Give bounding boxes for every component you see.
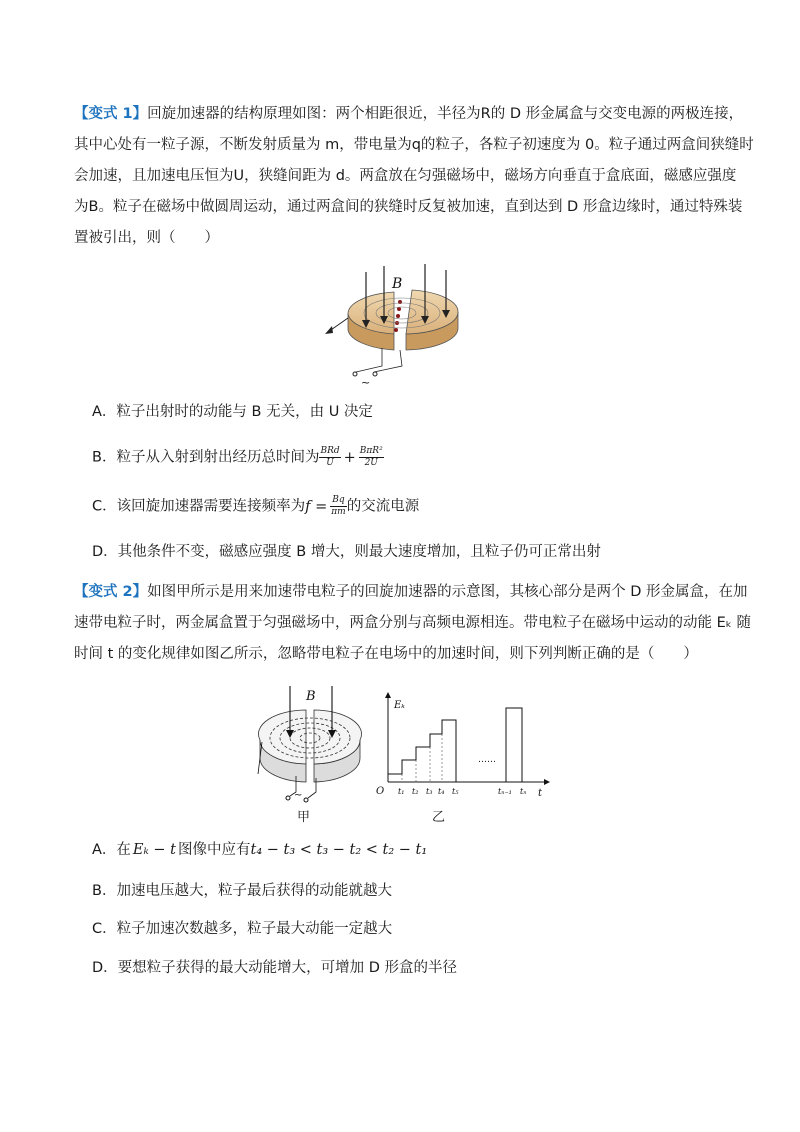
q2-option-a[interactable] xyxy=(92,839,427,861)
q1-option-a[interactable]: A．粒子出射时的动能与 B 无关，由 U 决定 xyxy=(92,404,373,420)
q1-option-b-fraction-2: $\frac{\text{BπR²}}{2U}$ xyxy=(359,446,383,468)
tick-t4: t₄ xyxy=(438,787,445,796)
question-1-stem xyxy=(74,99,754,254)
tick-t1: t₁ xyxy=(398,787,405,796)
figure-caption-jia: 甲 xyxy=(297,810,311,825)
q1-option-c[interactable] xyxy=(92,495,419,518)
graph-xlabel: t xyxy=(538,788,543,799)
graph-ylabel: Eₖ xyxy=(394,700,405,711)
q2-option-a-math-2: t₄ − t₃ < t₃ − t₂ < t₂ − t₁ xyxy=(250,842,428,858)
q1-option-c-text: C．该回旋加速器需要连接频率为 xyxy=(92,498,306,515)
q1-option-d[interactable]: D．其他条件不变，磁感应强度 B 增大，则最大速度增加，且粒子仍可正常出射 xyxy=(92,544,601,560)
q1-option-b-text: B．粒子从入射到射出经历总时间为 xyxy=(92,449,320,466)
tick-t3: t₃ xyxy=(426,787,433,796)
ac-source-label-2: ~ xyxy=(294,790,303,801)
q2-line-2: 速带电粒子时，两金属盒置于匀强磁场中，两盒分别与高频电源相连。带电粒子在磁场中运动的动能 Eₖ 随 xyxy=(74,615,752,631)
question-2-tag: 【变式 2】 xyxy=(74,584,148,600)
q1-option-c-suffix: 的交流电源 xyxy=(346,498,420,515)
q2-option-b[interactable]: B．加速电压越大，粒子最后获得的动能就越大 xyxy=(92,883,392,899)
question-2-stem xyxy=(74,577,752,670)
q1-line-5: 置被引出，则（ ） xyxy=(74,230,219,246)
q1-option-b-fraction-1: $\frac{\text{BRd}}{U}$ xyxy=(320,446,340,468)
ac-source-label: ~ xyxy=(361,376,371,389)
q2-option-c[interactable]: C．粒子加速次数越多，粒子最大动能一定越大 xyxy=(92,921,393,937)
q1-line-4: 为B。粒子在磁场中做圆周运动，通过两盒间的狭缝时反复被加速，直到达到 D 形盒边缘时，通过特殊装 xyxy=(74,199,743,215)
q1-option-b-plus: + xyxy=(343,449,356,466)
q1-option-c-eq: f = xyxy=(305,498,328,515)
graph-dots: …… xyxy=(478,755,496,765)
tick-t5: t₅ xyxy=(452,787,459,796)
field-label-b: B xyxy=(392,276,403,292)
graph-origin: O xyxy=(376,786,385,797)
q1-line-3: 会加速，且加速电压恒为U，狭缝间距为 d。两盒放在匀强磁场中，磁场方向垂直于盒底面，磁感应强度 xyxy=(74,168,737,184)
q2-line-1: 如图甲所示是用来加速带电粒子的回旋加速器的示意图，其核心部分是两个 D 形金属盒，在加 xyxy=(147,584,748,600)
question-1-tag: 【变式 1】 xyxy=(74,106,148,122)
q2-option-a-math-1: Eₖ − t xyxy=(132,842,176,858)
q1-line-1: 回旋加速器的结构原理如图：两个相距很近，半径为R的 D 形金属盒与交变电源的两极连接， xyxy=(147,106,744,122)
q2-option-d[interactable]: D．要想粒子获得的最大动能增大，可增加 D 形盒的半径 xyxy=(92,960,458,976)
figure-caption-yi: 乙 xyxy=(432,810,446,825)
ek-t-graph xyxy=(372,690,552,802)
q2-option-a-mid: 图像中应有 xyxy=(178,842,251,858)
q1-option-c-fraction: $\frac{Bq}{\pi m}$ xyxy=(331,495,346,517)
tick-tn: tₙ xyxy=(520,787,527,796)
q1-line-2: 其中心处有一粒子源，不断发射质量为 m，带电量为q的粒子，各粒子初速度为 0。粒子通过两盒间狭缝时 xyxy=(74,137,754,153)
field-label-b-2: B xyxy=(306,689,316,704)
q2-line-3: 时间 t 的变化规律如图乙所示，忽略带电粒子在电场中的加速时间，则下列判断正确的是（ ） xyxy=(74,646,698,662)
tick-t2: t₂ xyxy=(412,787,419,796)
q2-option-a-prefix: A．在 xyxy=(92,842,131,858)
cyclotron-figure-2 xyxy=(250,680,370,820)
tick-tn-1: tₙ₋₁ xyxy=(498,787,512,796)
q1-option-b[interactable] xyxy=(92,446,384,469)
cyclotron-figure-1 xyxy=(320,262,490,390)
